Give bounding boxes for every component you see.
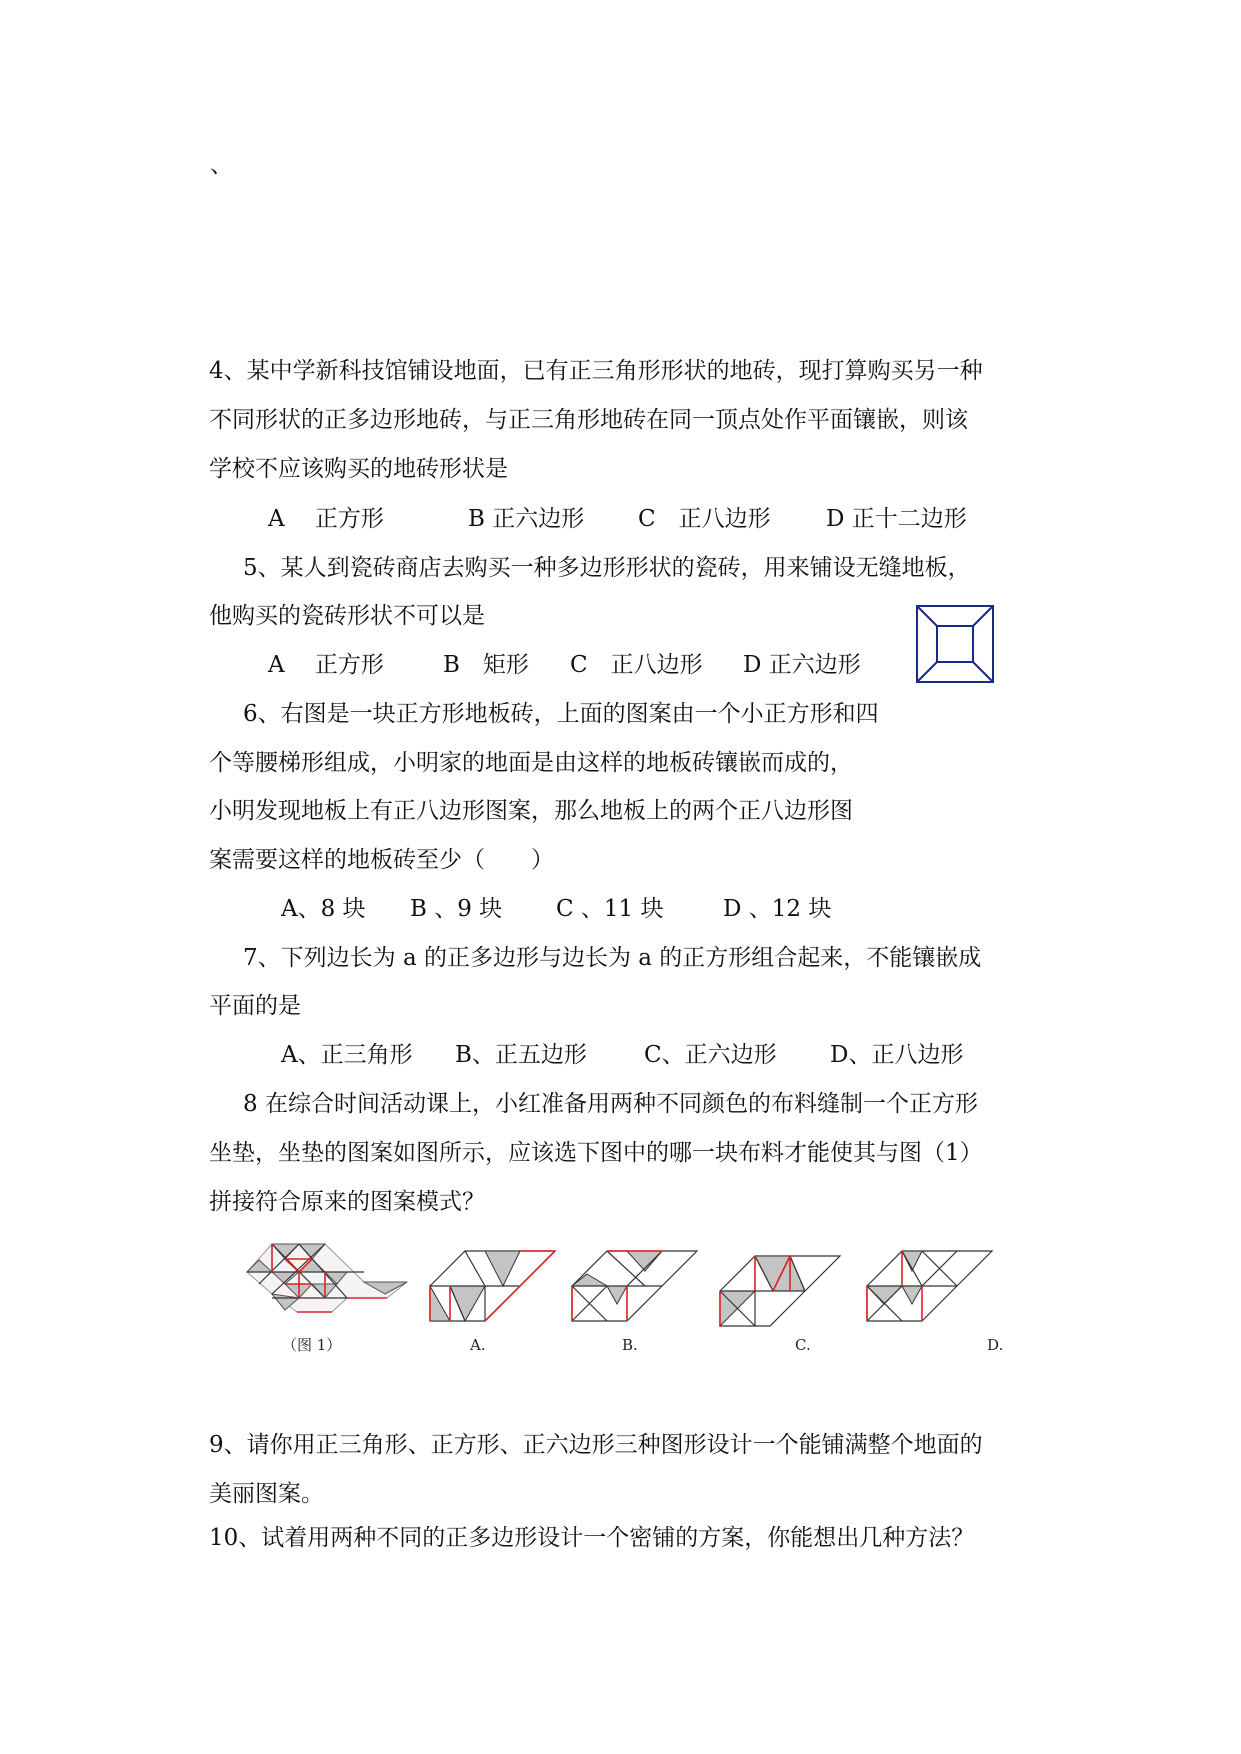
- option-c-caption: C.: [795, 1336, 811, 1354]
- q4-option-d: D 正十二边形: [826, 506, 967, 532]
- pattern-option-a: [425, 1246, 565, 1356]
- q8-line-1: 8 在综合时间活动课上，小红准备用两种不同颜色的布料缝制一个正方形: [243, 1091, 978, 1117]
- q4-option-a: A 正方形: [268, 506, 384, 532]
- q6-line-1: 6、右图是一块正方形地板砖，上面的图案由一个小正方形和四: [243, 701, 879, 727]
- q7-option-c: C、正六边形: [644, 1042, 777, 1068]
- q6-option-a: A、8 块: [281, 896, 366, 922]
- q9-line-2: 美丽图案。: [209, 1481, 324, 1507]
- q5-line-1: 5、某人到瓷砖商店去购买一种多边形形状的瓷砖，用来铺设无缝地板，: [243, 555, 971, 581]
- option-a-caption: A.: [470, 1336, 486, 1354]
- q6-option-b: B 、9 块: [410, 896, 503, 922]
- pattern-option-d: [862, 1246, 1007, 1356]
- q7-line-1: 7、下列边长为 a 的正多边形与边长为 a 的正方形组合起来，不能镶嵌成: [243, 945, 982, 971]
- q6-line-4: 案需要这样的地板砖至少（ ）: [209, 847, 554, 873]
- pattern-option-b: [567, 1246, 707, 1356]
- q5-option-c: C 正八边形: [570, 652, 703, 678]
- q5-option-b: B 矩形: [443, 652, 529, 678]
- figure-1-caption: （图 1）: [282, 1336, 342, 1354]
- q4-line-1: 4、某中学新科技馆铺设地面，已有正三角形形状的地砖，现打算购买另一种: [209, 358, 983, 384]
- option-d-caption: D.: [987, 1336, 1004, 1354]
- q10-line-1: 10、试着用两种不同的正多边形设计一个密铺的方案，你能想出几种方法？: [209, 1525, 975, 1551]
- floor-tile-figure: [916, 605, 994, 683]
- stray-mark: 、: [210, 152, 233, 178]
- option-b-caption: B.: [622, 1336, 638, 1354]
- pattern-figure-1: [247, 1236, 407, 1356]
- q6-line-3: 小明发现地板上有正八边形图案，那么地板上的两个正八边形图: [209, 798, 853, 824]
- q7-option-b: B、正五边形: [455, 1042, 587, 1068]
- q4-option-c: C 正八边形: [638, 506, 771, 532]
- q5-option-a: A 正方形: [268, 652, 384, 678]
- q5-line-2: 他购买的瓷砖形状不可以是: [209, 603, 485, 629]
- q7-option-a: A、正三角形: [281, 1042, 413, 1068]
- q4-option-b: B 正六边形: [468, 506, 585, 532]
- q8-line-2: 坐垫，坐垫的图案如图所示，应该选下图中的哪一块布料才能使其与图（1）: [209, 1140, 983, 1166]
- q4-line-2: 不同形状的正多边形地砖，与正三角形地砖在同一顶点处作平面镶嵌，则该: [209, 407, 968, 433]
- q6-line-2: 个等腰梯形组成，小明家的地面是由这样的地板砖镶嵌而成的，: [209, 750, 853, 776]
- q6-option-d: D 、12 块: [723, 896, 832, 922]
- q4-line-3: 学校不应该购买的地砖形状是: [209, 456, 508, 482]
- q6-option-c: C 、11 块: [556, 896, 664, 922]
- q7-option-d: D、正八边形: [830, 1042, 964, 1068]
- pattern-option-c: [715, 1246, 855, 1356]
- q5-option-d: D 正六边形: [743, 652, 861, 678]
- q9-line-1: 9、请你用正三角形、正方形、正六边形三种图形设计一个能铺满整个地面的: [209, 1432, 983, 1458]
- q8-line-3: 拼接符合原来的图案模式？: [209, 1189, 485, 1215]
- q7-line-2: 平面的是: [209, 993, 301, 1019]
